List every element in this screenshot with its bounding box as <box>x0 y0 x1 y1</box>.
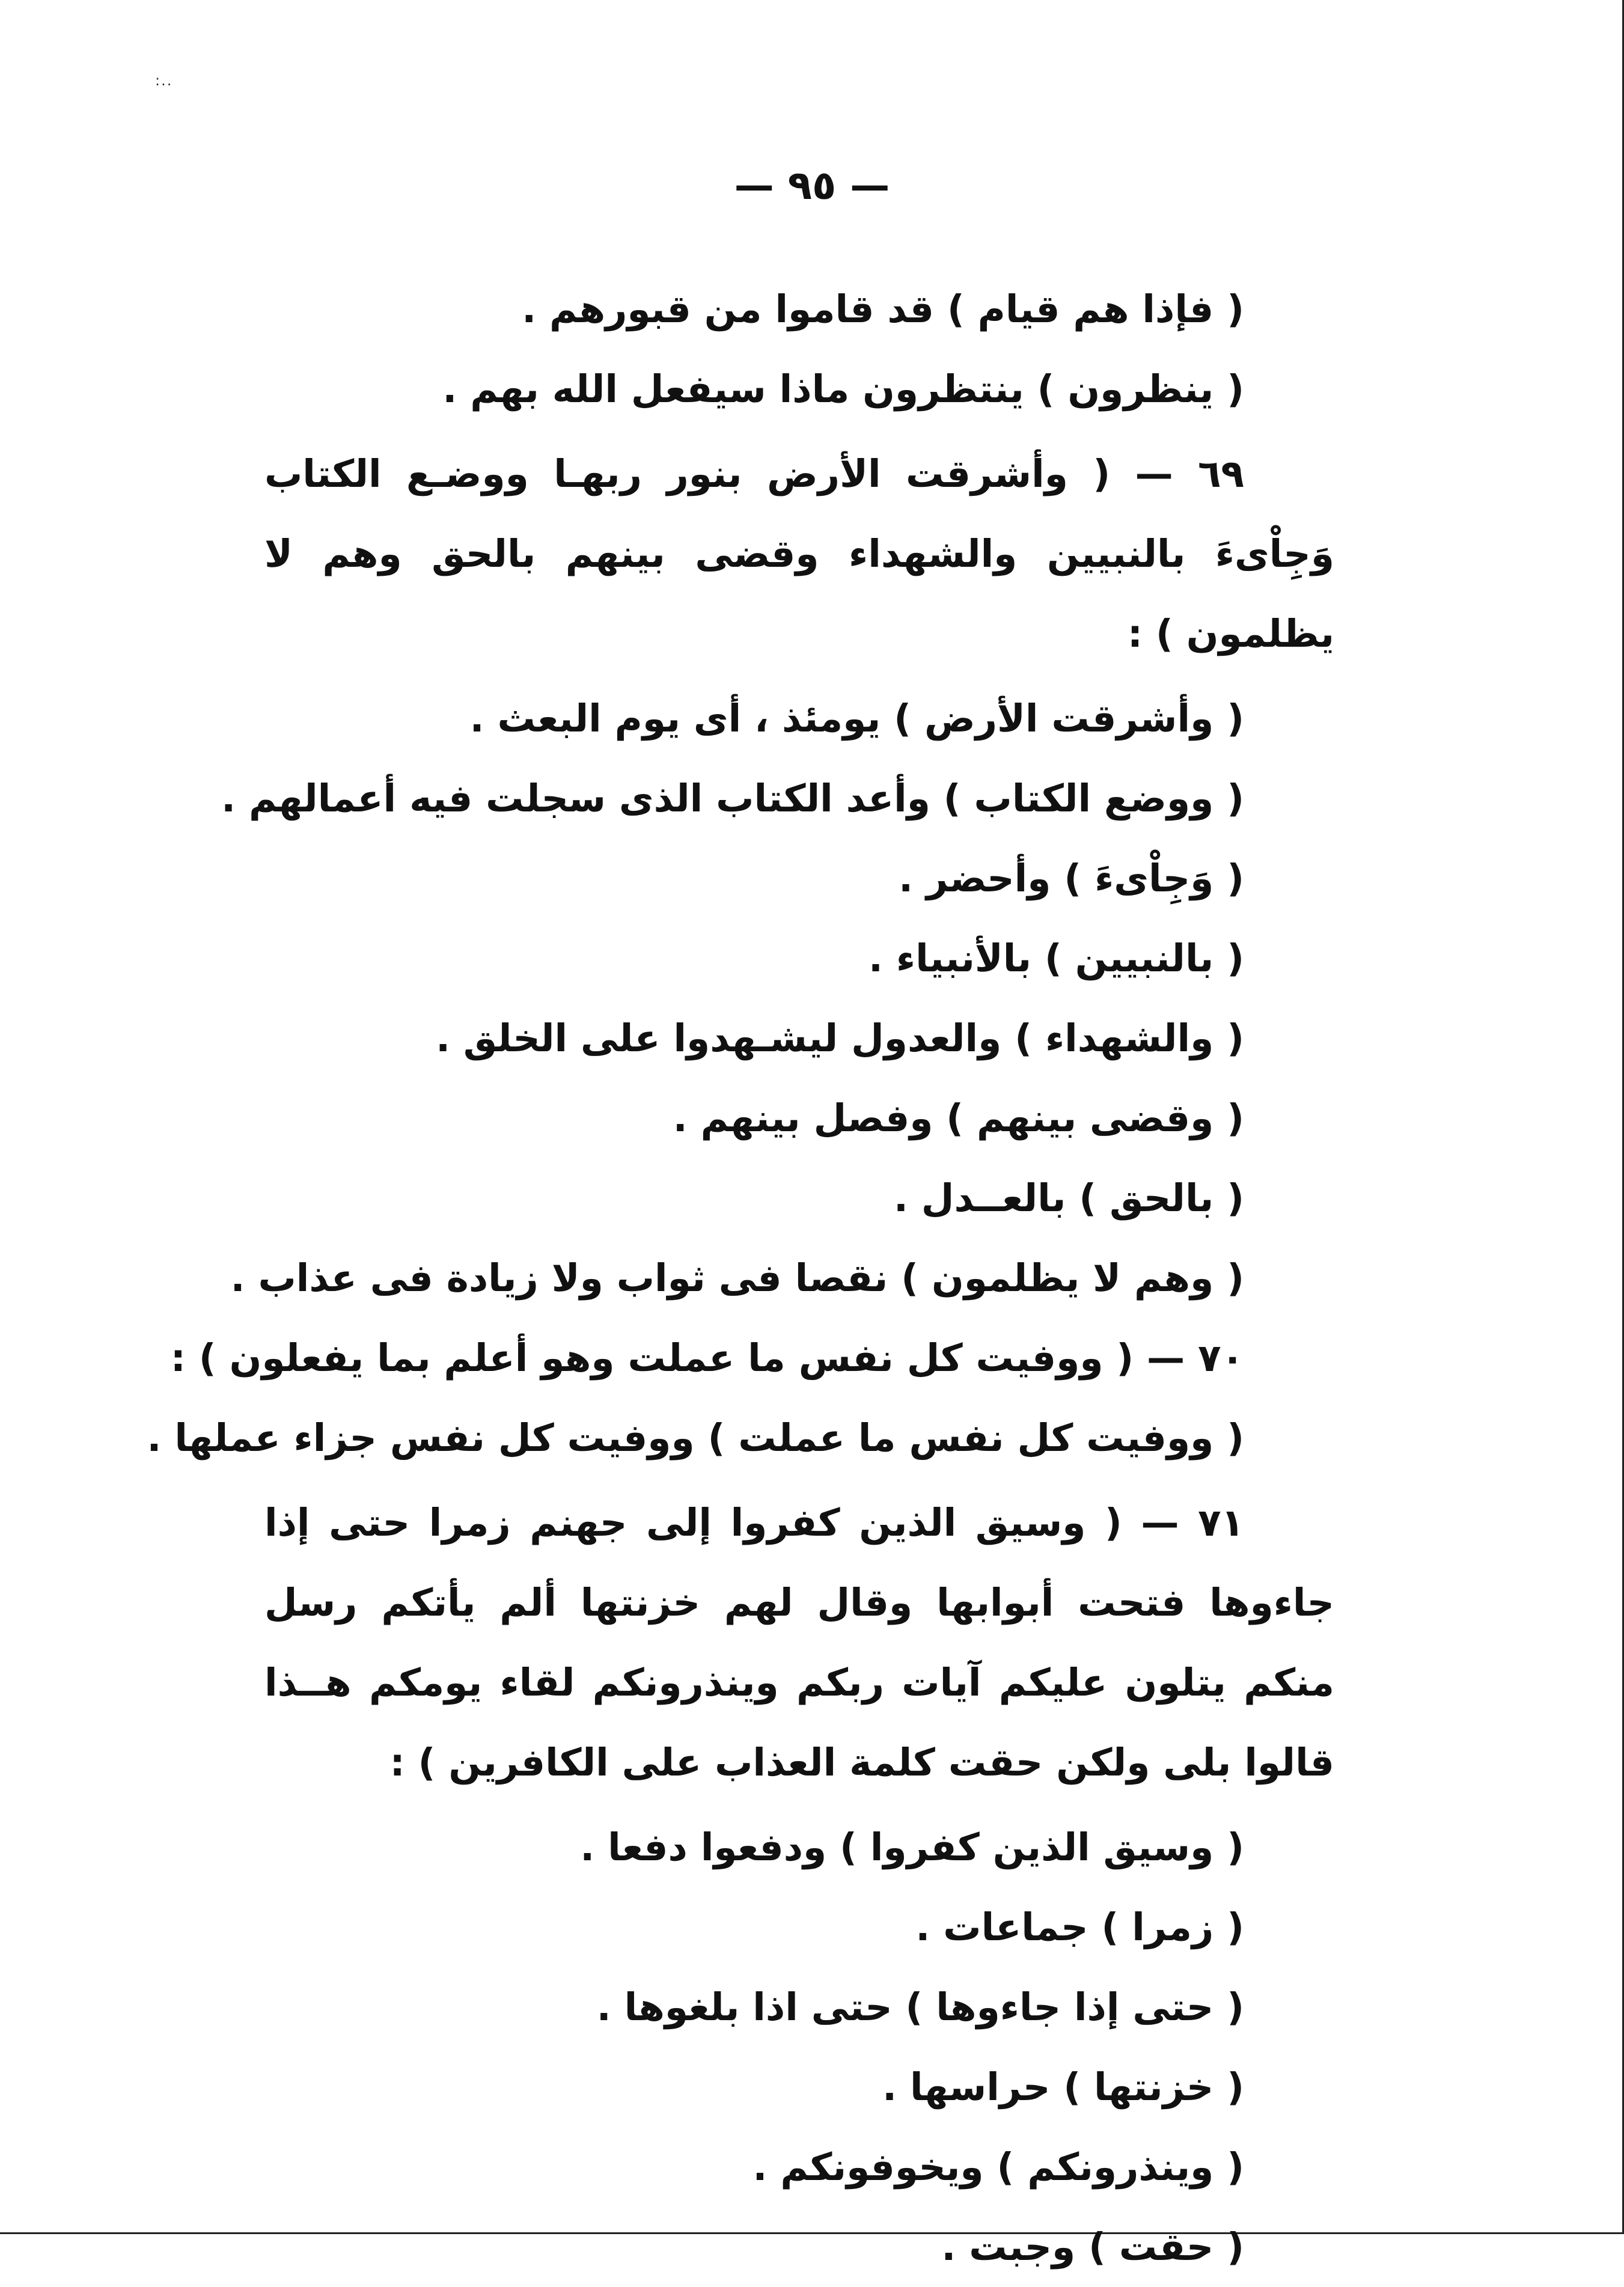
gloss-line: ( حقت ) وجبت . <box>941 2225 1244 2269</box>
gloss-line: ( وَجِاْىءَ ) وأحضر . <box>899 856 1244 900</box>
gloss-line: ( والشهداء ) والعدول ليشـهدوا على الخلق . <box>436 1016 1244 1060</box>
gloss-line: ( ووضع الكتاب ) وأعد الكتاب الذى سجلت فيه أعمالهم . <box>221 777 1244 820</box>
gloss-line: ( وينذرونكم ) ويخوفونكم . <box>752 2145 1244 2189</box>
verse-line: ٧٠ — ( ووفيت كل نفس ما عملت وهو أعلم بما يفعلون ) : <box>170 1336 1244 1380</box>
gloss-line: ( بالحق ) بالعــدل . <box>893 1176 1244 1220</box>
gloss-line: ( وسيق الذين كفروا ) ودفعوا دفعا . <box>580 1825 1244 1869</box>
gloss-line: ( ينظرون ) ينتظرون ماذا سيفعل الله بهم . <box>442 367 1244 411</box>
gloss-line: ( ووفيت كل نفس ما عملت ) ووفيت كل نفس جزاء عملها . <box>147 1416 1244 1460</box>
verse-paragraph: ٦٩ — ( وأشرقت الأرض بنور ربهـا ووضـع الكتاب وَجِاْىءَ بالنبيين والشهداء وقضى بينهم بالحق وهم لا يظلمون ) : <box>264 452 1334 656</box>
gloss-line: ( خزنتها ) حراسها . <box>882 2065 1244 2109</box>
gloss-line: ( بالنبيين ) بالأنبياء . <box>868 936 1244 980</box>
gloss-line: ( زمرا ) جماعات . <box>915 1905 1244 1949</box>
page-number: — ٩٥ — <box>734 162 890 209</box>
gloss-line: ( وقضى بينهم ) وفصل بينهم . <box>673 1096 1244 1140</box>
verse-paragraph: ٧١ — ( وسيق الذين كفروا إلى جهنم زمرا حتى إذا جاءوها فتحت أبوابها وقال لهم خزنتها ألم يأتكم رسل منكم يتلون عليكم آيات ربكم وينذرونكم لقاء يومكم هــذا قالوا بلى ولكن حقت كلمة العذاب على الكافرين ) : <box>264 1501 1334 1785</box>
gloss-line: ( فإذا هم قيام ) قد قاموا من قبورهم . <box>522 287 1244 331</box>
page-body <box>147 269 1334 2287</box>
scan-mark: :.. <box>155 72 173 89</box>
gloss-line: ( وأشرقت الأرض ) يومئذ ، أى يوم البعث . <box>469 697 1244 740</box>
gloss-line: ( حتى إذا جاءوها ) حتى اذا بلغوها . <box>596 1985 1244 2029</box>
gloss-line: ( وهم لا يظلمون ) نقصا فى ثواب ولا زيادة فى عذاب . <box>230 1256 1244 1300</box>
